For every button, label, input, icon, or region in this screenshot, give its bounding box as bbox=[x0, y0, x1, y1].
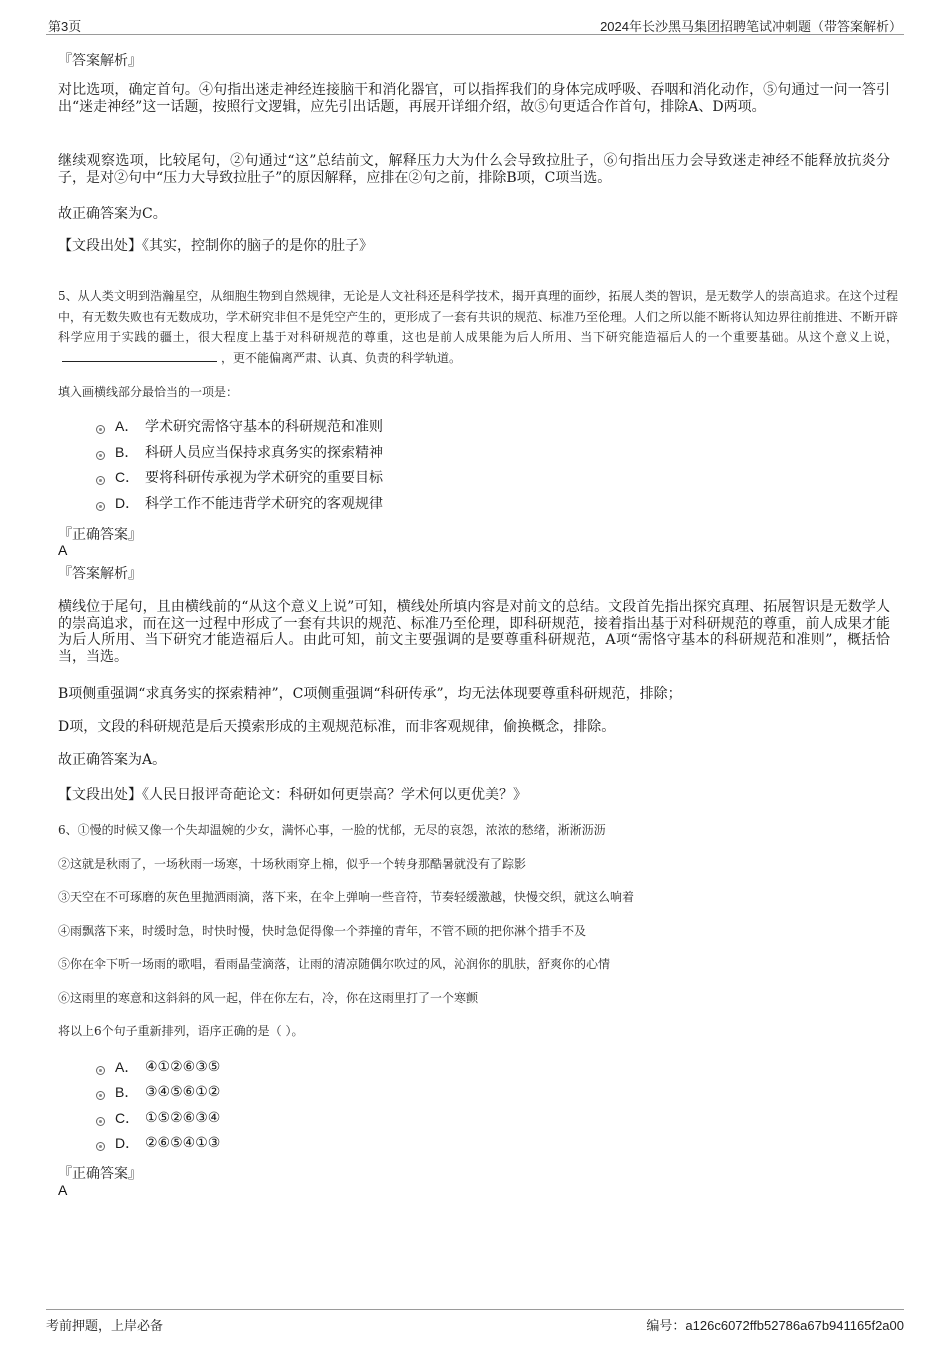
radio-icon[interactable] bbox=[96, 1066, 105, 1075]
page-footer bbox=[46, 1309, 904, 1332]
option-text: 学术研究需恪守基本的科研规范和准则 bbox=[145, 419, 383, 435]
q6-option-c[interactable] bbox=[96, 1108, 220, 1128]
q5-stem-before: 5、从人类文明到浩瀚星空，从细胞生物到自然规律，无论是人文社科还是科学技术，揭开真理的面纱，拓展人类的智识，是无数学人的崇高追求。在这个过程中，有无数失败也有无数成功，学术研究非但不是凭空产生的，更形成了一套有共识的规范、标准乃至伦理。人们之所以能不断将认知边界往前推进、不断开辟科学应用于实践的疆土，很大程度上基于对科研规范的尊重，这也是前人成果能为后人所用、当下研究能造福后人的一个重要基础。从这个意义上说， bbox=[58, 289, 899, 344]
q6-option-b[interactable] bbox=[96, 1082, 220, 1102]
q5-source: 【文段出处】《人民日报评奇葩论文：科研如何更崇高？学术何以更优美？》 bbox=[58, 787, 527, 803]
document-title: 2024年长沙黑马集团招聘笔试冲刺题（带答案解析） bbox=[600, 19, 902, 34]
q5-correct-label: 『正确答案』 bbox=[58, 527, 142, 543]
q5-prompt: 填入画横线部分最恰当的一项是： bbox=[58, 385, 239, 399]
q5-correct-answer: A bbox=[58, 542, 68, 558]
q5-fill-blank bbox=[62, 349, 217, 362]
footer-code-value: a126c6072ffb52786a67b941165f2a00 bbox=[685, 1318, 904, 1333]
option-text: 科研人员应当保持求真务实的探索精神 bbox=[145, 445, 383, 461]
q5-option-d[interactable] bbox=[96, 493, 383, 513]
option-text: ③④⑤⑥①② bbox=[145, 1084, 221, 1100]
radio-icon[interactable] bbox=[96, 425, 105, 434]
page-number: 第3页 bbox=[48, 19, 82, 34]
option-text: 要将科研传承视为学术研究的重要目标 bbox=[145, 470, 383, 486]
radio-icon[interactable] bbox=[96, 502, 105, 511]
q6-sentence-6: ⑥这雨里的寒意和这斜斜的风一起，伴在你左右，冷，你在这雨里打了一个寒颤 bbox=[58, 991, 479, 1005]
q6-stem: 6、①慢的时候又像一个失却温婉的少女，满怀心事，一脸的忧郁，无尽的哀怨，浓浓的愁绪，淅淅沥沥 bbox=[58, 823, 606, 837]
footer-code bbox=[646, 1315, 904, 1334]
q6-option-d[interactable] bbox=[96, 1133, 220, 1153]
option-text: ②⑥⑤④①③ bbox=[145, 1135, 221, 1151]
option-letter: A． bbox=[115, 418, 139, 434]
radio-icon[interactable] bbox=[96, 476, 105, 485]
q5-stem-after: ，更不能偏离严肃、认真、负责的科学轨道。 bbox=[221, 350, 462, 365]
footer-code-label: 编号： bbox=[646, 1318, 686, 1333]
page-header bbox=[46, 14, 904, 35]
option-letter: B． bbox=[115, 1084, 139, 1100]
q6-sentence-4: ④雨飘落下来，时缓时急，时快时慢，快时急促得像一个莽撞的青年，不管不顾的把你淋个措手不及 bbox=[58, 924, 587, 938]
q6-prompt: 将以上6个句子重新排列，语序正确的是（ ）。 bbox=[58, 1024, 304, 1038]
option-letter: D． bbox=[115, 495, 140, 511]
q6-sentence-2: ②这就是秋雨了，一场秋雨一场寒，十场秋雨穿上棉，似乎一个转身那酷暑就没有了踪影 bbox=[58, 857, 527, 871]
q5-analysis-para-1: 横线位于尾句，且由横线前的“从这个意义上说”可知，横线处所填内容是对前文的总结。文段首先指出探究真理、拓展智识是无数学人的崇高追求，而在这一过程中形成了一套有共识的规范、标准乃至伦理，即科研规范，接着指出基于对科研规范的尊重，前人成果才能为后人所用、当下研究才能造福后人。由此可知，前文主要强调的是要尊重科研规范，A项“需恪守基本的科研规范和准则”，概括恰当，当选。 bbox=[58, 599, 890, 665]
q5-analysis-para-2: B项侧重强调“求真务实的探索精神”，C项侧重强调“科研传承”，均无法体现要尊重科研规范，排除； bbox=[58, 686, 682, 702]
q6-correct-label: 『正确答案』 bbox=[58, 1166, 142, 1182]
q6-option-a[interactable] bbox=[96, 1057, 220, 1077]
option-text: ④①②⑥③⑤ bbox=[145, 1059, 221, 1075]
prev-analysis-para-1: 对比选项，确定首句。④句指出迷走神经连接脑干和消化器官，可以指挥我们的身体完成呼吸、吞咽和消化动作，⑤句通过一问一答引出“迷走神经”这一话题，按照行文逻辑，应先引出话题，再展开详细介绍，故⑤句更适合作首句，排除A、D两项。 bbox=[58, 82, 890, 115]
prev-conclusion: 故正确答案为C。 bbox=[58, 206, 167, 222]
q5-option-b[interactable] bbox=[96, 442, 383, 462]
radio-icon[interactable] bbox=[96, 451, 105, 460]
q5-analysis-para-3: D项，文段的科研规范是后天摸索形成的主观规范标准，而非客观规律，偷换概念，排除。 bbox=[58, 719, 616, 735]
q5-stem bbox=[58, 286, 898, 368]
q6-correct-answer: A bbox=[58, 1182, 68, 1198]
radio-icon[interactable] bbox=[96, 1142, 105, 1151]
q5-option-a[interactable] bbox=[96, 416, 383, 436]
footer-slogan: 考前押题，上岸必备 bbox=[46, 1319, 164, 1334]
option-text: 科学工作不能违背学术研究的客观规律 bbox=[145, 496, 383, 512]
radio-icon[interactable] bbox=[96, 1117, 105, 1126]
option-letter: D． bbox=[115, 1135, 140, 1151]
option-letter: C． bbox=[115, 469, 140, 485]
q6-sentence-5: ⑤你在伞下听一场雨的歌唱，看雨晶莹滴落，让雨的清凉随偶尔吹过的风，沁润你的肌肤，舒爽你的心情 bbox=[58, 957, 611, 971]
q5-analysis-label: 『答案解析』 bbox=[58, 566, 142, 582]
option-letter: A． bbox=[115, 1059, 139, 1075]
q6-sentence-3: ③天空在不可琢磨的灰色里抛洒雨滴，落下来，在伞上弹响一些音符，节奏轻缓激越，快慢交织，就这么响着 bbox=[58, 890, 635, 904]
prev-analysis-label: 『答案解析』 bbox=[58, 53, 142, 69]
radio-icon[interactable] bbox=[96, 1091, 105, 1100]
prev-source: 【文段出处】《其实，控制你的脑子的是你的肚子》 bbox=[58, 238, 373, 254]
option-letter: C． bbox=[115, 1110, 140, 1126]
prev-analysis-para-2: 继续观察选项，比较尾句，②句通过“这”总结前文，解释压力大为什么会导致拉肚子，⑥句指出压力会导致迷走神经不能释放抗炎分子，是对②句中“压力大导致拉肚子”的原因解释，应排在②句之前，排除B项，C项当选。 bbox=[58, 153, 890, 186]
option-text: ①⑤②⑥③④ bbox=[145, 1110, 221, 1126]
q5-option-c[interactable] bbox=[96, 467, 383, 487]
option-letter: B． bbox=[115, 444, 139, 460]
q5-conclusion: 故正确答案为A。 bbox=[58, 752, 167, 768]
